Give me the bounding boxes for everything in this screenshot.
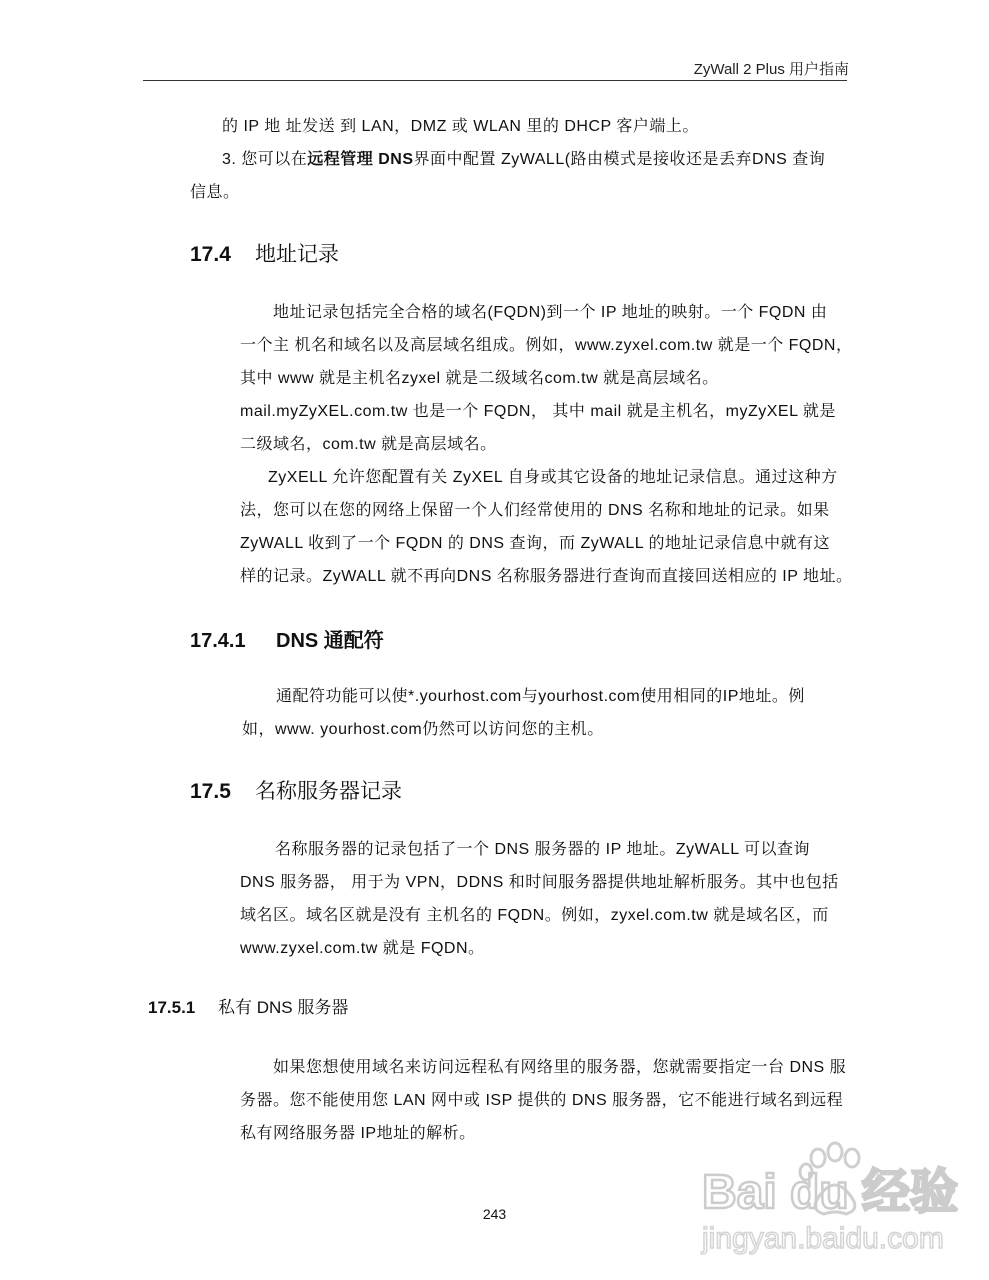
- baidu-watermark: [700, 1140, 970, 1260]
- page-number: 243: [482, 1206, 507, 1222]
- paragraph-line: 如果您想使用域名来访问远程私有网络里的服务器，您就需要指定一台 DNS 服: [273, 1059, 847, 1076]
- paragraph-line: 私有网络服务器 IP地址的解析。: [240, 1125, 476, 1142]
- paragraph-line: 法，您可以在您的网络上保留一个人们经常使用的 DNS 名称和地址的记录。如果: [240, 502, 830, 519]
- paragraph-line: 通配符功能可以使*.yourhost.com与yourhost.com使用相同的IP地址。例: [276, 688, 805, 705]
- paragraph-line: DNS 服务器， 用于为 VPN，DDNS 和时间服务器提供地址解析服务。其中也包括: [240, 874, 839, 891]
- paragraph-line: 二级域名，com.tw 就是高层域名。: [240, 436, 497, 453]
- paragraph-line: 务器。您不能使用您 LAN 网中或 ISP 提供的 DNS 服务器，它不能进行域名到远程: [240, 1092, 844, 1109]
- paragraph-line: www.zyxel.com.tw 就是 FQDN。: [240, 940, 485, 957]
- intro-line-3: 信息。: [190, 184, 240, 201]
- intro-item-3: [222, 143, 825, 176]
- paragraph-line: 如，www. yourhost.com仍然可以访问您的主机。: [242, 721, 604, 738]
- section-title: 地址记录: [255, 243, 339, 266]
- intro-line-2-prefix: 3. 您可以在: [222, 151, 308, 168]
- section-17-5-paragraph: [240, 833, 839, 965]
- intro-line-2-suffix: 界面中配置 ZyWALL(路由模式是接收还是丢弃DNS 查询: [413, 151, 826, 168]
- paragraph-line: 一个主 机名和域名以及高层域名组成。例如，www.zyxel.com.tw 就是一个 FQDN，: [240, 337, 853, 354]
- section-number: 17.5.1: [148, 998, 196, 1017]
- header-title: ZyWall 2 Plus 用户指南: [693, 61, 849, 78]
- paragraph-line: 域名区。域名区就是没有 主机名的 FQDN。例如，zyxel.com.tw 就是域名区，而: [240, 907, 829, 924]
- section-title: DNS 通配符: [276, 630, 384, 652]
- section-17-4-heading: [190, 238, 339, 268]
- section-17-4-paragraph-3: [240, 461, 853, 593]
- remote-dns-label: 远程管理 DNS: [307, 151, 414, 168]
- intro-line-2: [222, 143, 825, 176]
- paragraph-line: 样的记录。ZyWALL 就不再向DNS 名称服务器进行查询而直接回送相应的 IP 地址。: [240, 568, 853, 585]
- section-17-5-1-paragraph: [240, 1051, 846, 1150]
- paragraph-line: ZyXELL 允许您配置有关 ZyXEL 自身或其它设备的地址记录信息。通过这种方: [268, 469, 838, 486]
- header-rule: [143, 80, 847, 81]
- watermark-url: jingyan.baidu.com: [702, 1222, 944, 1255]
- section-17-4-paragraph-1: [240, 296, 852, 395]
- section-number: 17.5: [190, 780, 231, 803]
- section-title: 私有 DNS 服务器: [218, 998, 349, 1017]
- paragraph-line: 地址记录包括完全合格的域名(FQDN)到一个 IP 地址的映射。一个 FQDN 由: [273, 304, 828, 321]
- section-17-5-heading: [190, 775, 402, 805]
- paragraph-line: 名称服务器的记录包括了一个 DNS 服务器的 IP 地址。ZyWALL 可以查询: [275, 841, 810, 858]
- section-17-4-paragraph-2: [240, 395, 836, 461]
- paragraph-line: 其中 www 就是主机名zyxel 就是二级域名com.tw 就是高层域名。: [240, 370, 719, 387]
- section-17-4-1-paragraph: [242, 680, 805, 746]
- section-number: 17.4: [190, 243, 231, 266]
- paragraph-line: ZyWALL 收到了一个 FQDN 的 DNS 查询，而 ZyWALL 的地址记录信息中就有这: [240, 535, 831, 552]
- section-title: 名称服务器记录: [255, 780, 402, 803]
- intro-line-1: 的 IP 地 址发送 到 LAN，DMZ 或 WLAN 里的 DHCP 客户端上。: [222, 118, 699, 135]
- section-number: 17.4.1: [190, 630, 246, 652]
- intro-paragraph: [222, 110, 699, 143]
- section-17-4-1-heading: [190, 624, 384, 653]
- watermark-brand: Bai du 经验: [702, 1166, 959, 1219]
- intro-line-3-wrap: [190, 176, 240, 209]
- paragraph-line: mail.myZyXEL.com.tw 也是一个 FQDN， 其中 mail 就是主机名，myZyXEL 就是: [240, 403, 836, 420]
- section-17-5-1-heading: [148, 993, 348, 1018]
